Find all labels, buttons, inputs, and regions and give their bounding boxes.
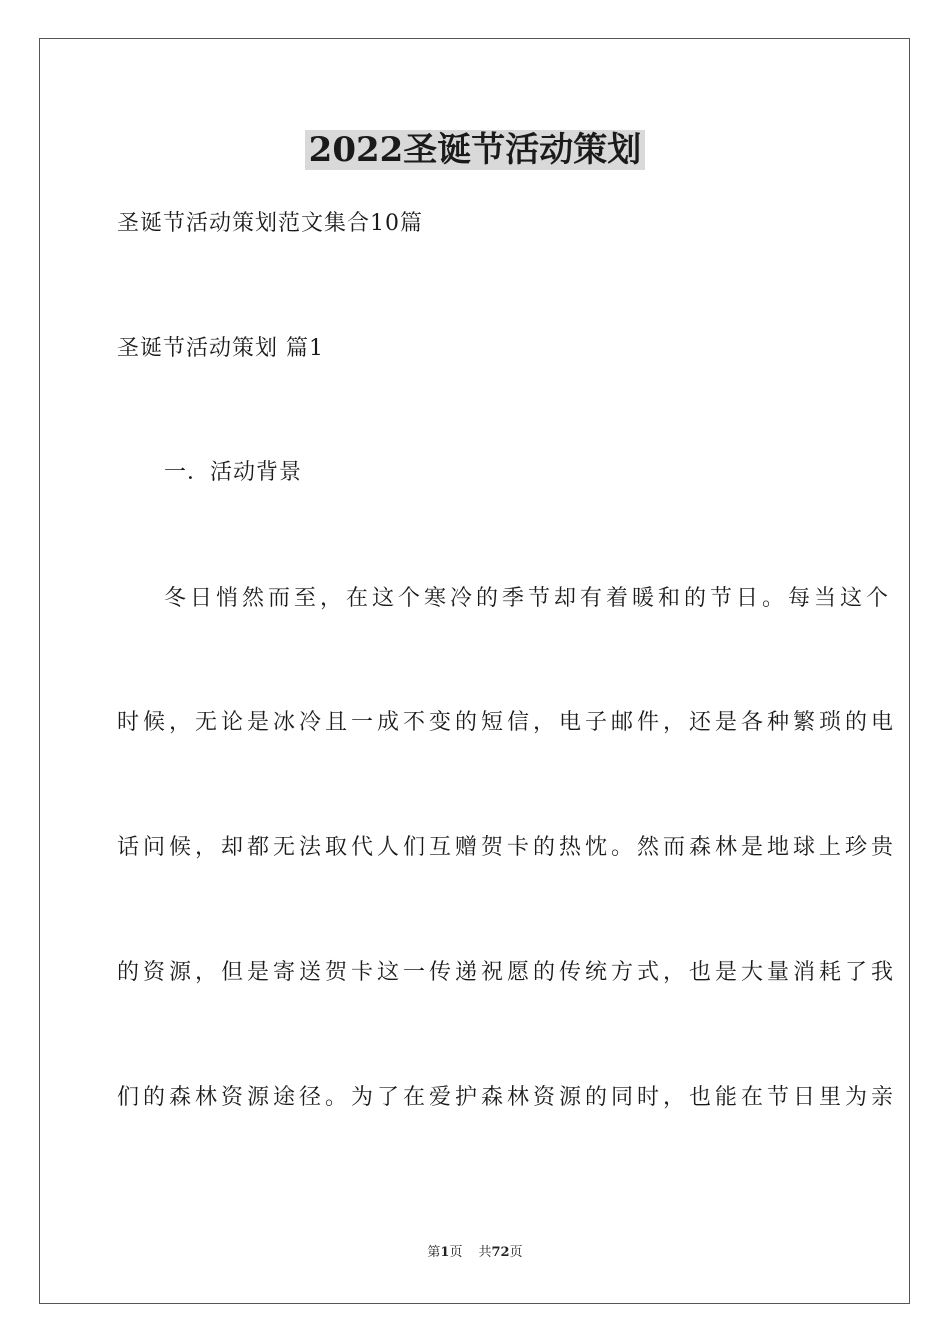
document-title-text: 2022圣诞节活动策划: [305, 130, 646, 170]
paragraph-line: 的资源，但是寄送贺卡这一传递祝愿的传统方式，也是大量消耗了我: [117, 960, 898, 985]
footer-page-prefix: 第: [427, 1245, 441, 1260]
paragraph-line: 时候，无论是冰冷且一成不变的短信，电子邮件，还是各种繁琐的电: [117, 710, 898, 735]
document-subtitle: 圣诞节活动策划范文集合10篇: [117, 211, 423, 236]
footer-page-number: 1: [440, 1245, 450, 1260]
paragraph-line: 们的森林资源途径。为了在爱护森林资源的同时，也能在节日里为亲: [117, 1085, 898, 1110]
paragraph-line: 冬日悄然而至，在这个寒冷的季节却有着暖和的节日。每当这个: [164, 586, 893, 611]
page-footer: [0, 1244, 950, 1262]
footer-page-suffix: 页: [449, 1245, 463, 1260]
footer-total-pages: 72: [491, 1245, 510, 1260]
footer-total-suffix: 页: [509, 1245, 523, 1260]
paragraph-line: 话问候，却都无法取代人们互赠贺卡的热忱。然而森林是地球上珍贵: [117, 835, 898, 860]
sub-heading: 一．活动背景: [164, 460, 303, 485]
footer-total-prefix: 共: [478, 1245, 492, 1260]
section-heading: 圣诞节活动策划 篇1: [117, 336, 324, 361]
document-title: [0, 124, 950, 176]
